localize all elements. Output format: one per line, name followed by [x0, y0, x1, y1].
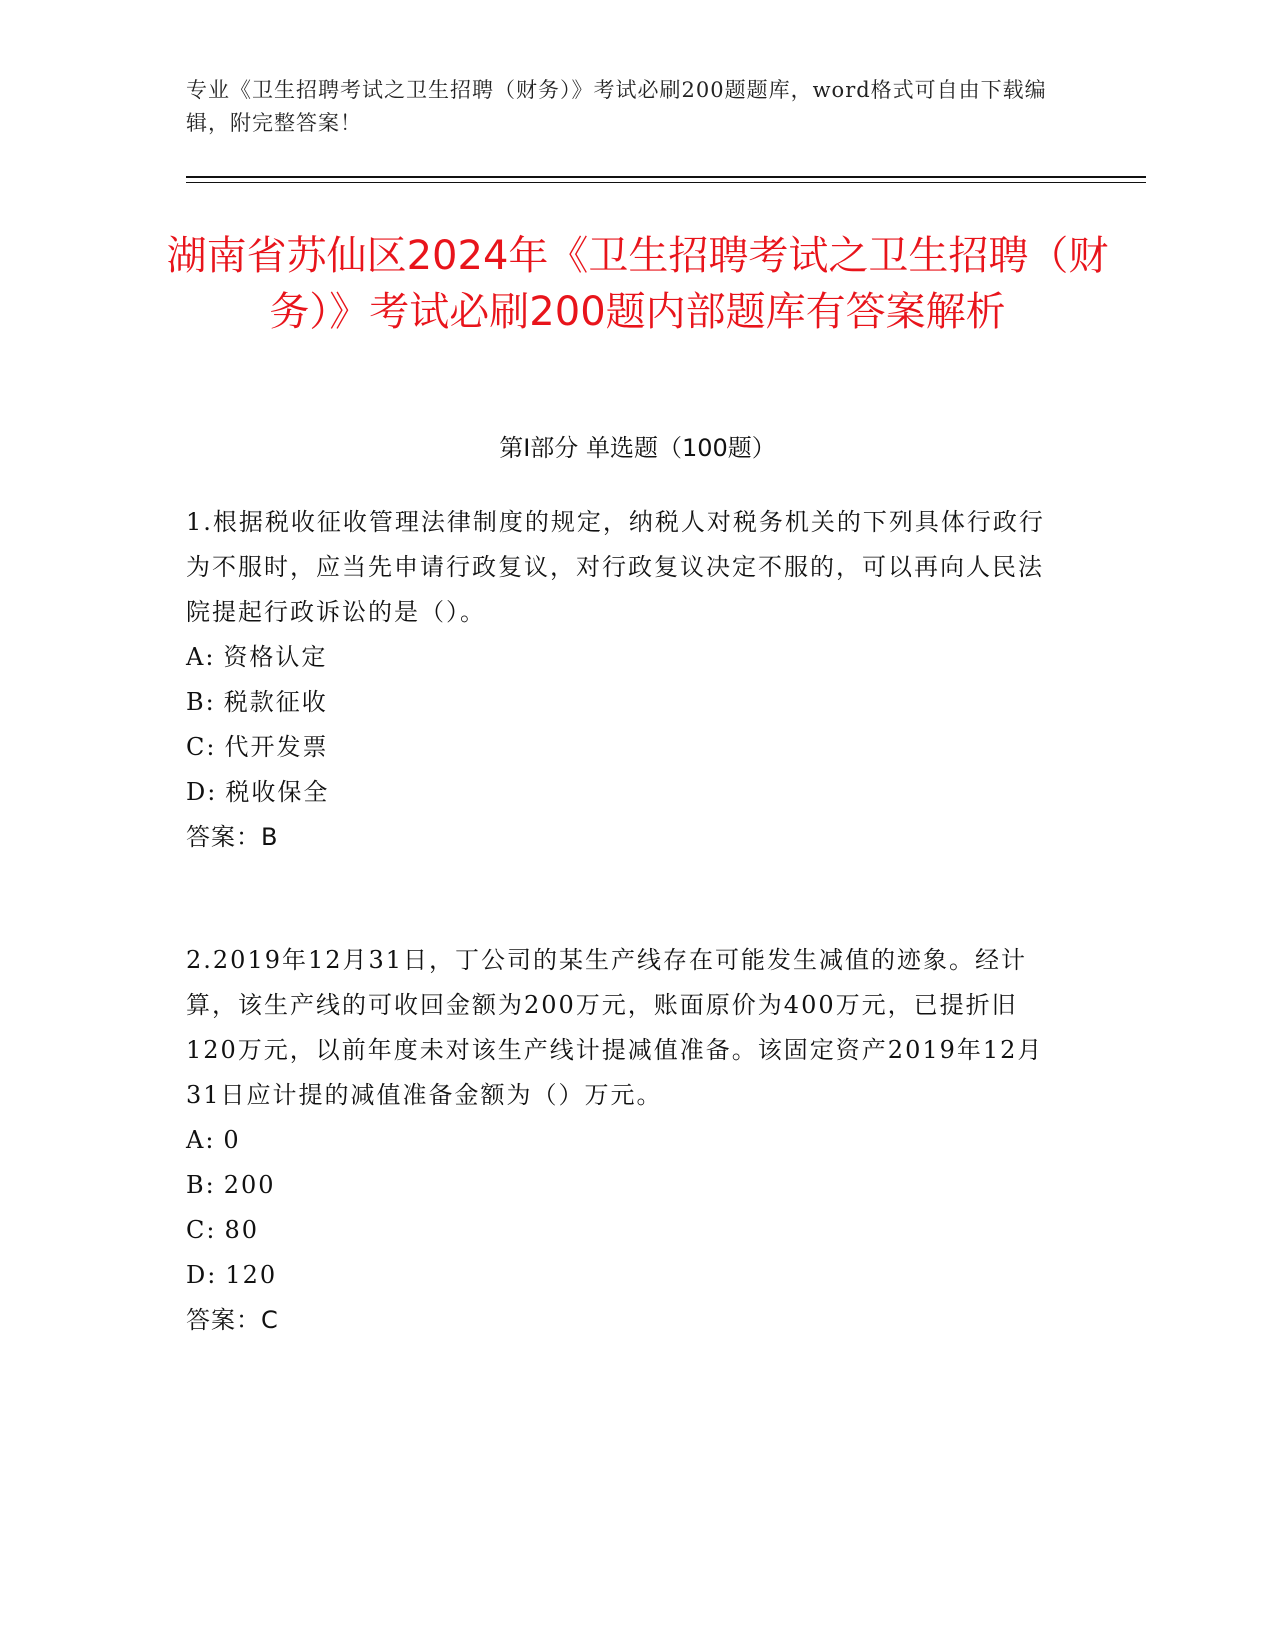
- question-stem: 2.2019年12月31日，丁公司的某生产线存在可能发生减值的迹象。经计算，该生产线的可收回金额为200万元，账面原价为400万元，已提折旧120万元，以前年度未对该生产线计提减值准备。该固定资产2019年12月31日应计提的减值准备金额为（）万元。: [186, 946, 1044, 1109]
- question-stem: 1.根据税收征收管理法律制度的规定，纳税人对税务机关的下列具体行政行为不服时，应当先申请行政复议，对行政复议决定不服的，可以再向人民法院提起行政诉讼的是（）。: [186, 508, 1045, 626]
- document-title: 湖南省苏仙区2024年《卫生招聘考试之卫生招聘（财务）》考试必刷200题内部题库有答案解析: [166, 233, 1109, 335]
- option-letter: C:: [186, 733, 217, 761]
- answer-label: 答案：B: [186, 823, 279, 851]
- option-letter: C:: [186, 1216, 217, 1244]
- option-letter: B:: [186, 688, 216, 716]
- option-c: [186, 1208, 1066, 1253]
- answer-label: 答案：C: [186, 1306, 279, 1334]
- option-b: [186, 680, 1066, 725]
- option-a: [186, 1118, 1066, 1163]
- option-text: 税款征收: [223, 688, 328, 716]
- option-d: [186, 770, 1066, 815]
- option-text: 120: [225, 1261, 278, 1289]
- option-letter: D:: [186, 1261, 218, 1289]
- question-1: [186, 500, 1066, 860]
- option-d: [186, 1253, 1066, 1298]
- option-text: 0: [223, 1126, 241, 1154]
- section-title: 第Ⅰ部分 单选题（100题）: [499, 434, 776, 462]
- option-text: 80: [224, 1216, 259, 1244]
- header-note: 专业《卫生招聘考试之卫生招聘（财务）》考试必刷200题题库，word格式可自由下载编辑，附完整答案！: [186, 78, 1047, 135]
- option-text: 税收保全: [225, 778, 330, 806]
- header-rule-thin: [186, 182, 1146, 183]
- option-text: 资格认定: [223, 643, 328, 671]
- option-a: [186, 635, 1066, 680]
- question-2: [186, 938, 1066, 1343]
- option-text: 200: [223, 1171, 276, 1199]
- option-c: [186, 725, 1066, 770]
- option-letter: B:: [186, 1171, 216, 1199]
- option-letter: A:: [186, 643, 216, 671]
- option-letter: D:: [186, 778, 218, 806]
- option-b: [186, 1163, 1066, 1208]
- option-letter: A:: [186, 1126, 216, 1154]
- option-text: 代开发票: [224, 733, 329, 761]
- header-rule-thick: [186, 176, 1146, 178]
